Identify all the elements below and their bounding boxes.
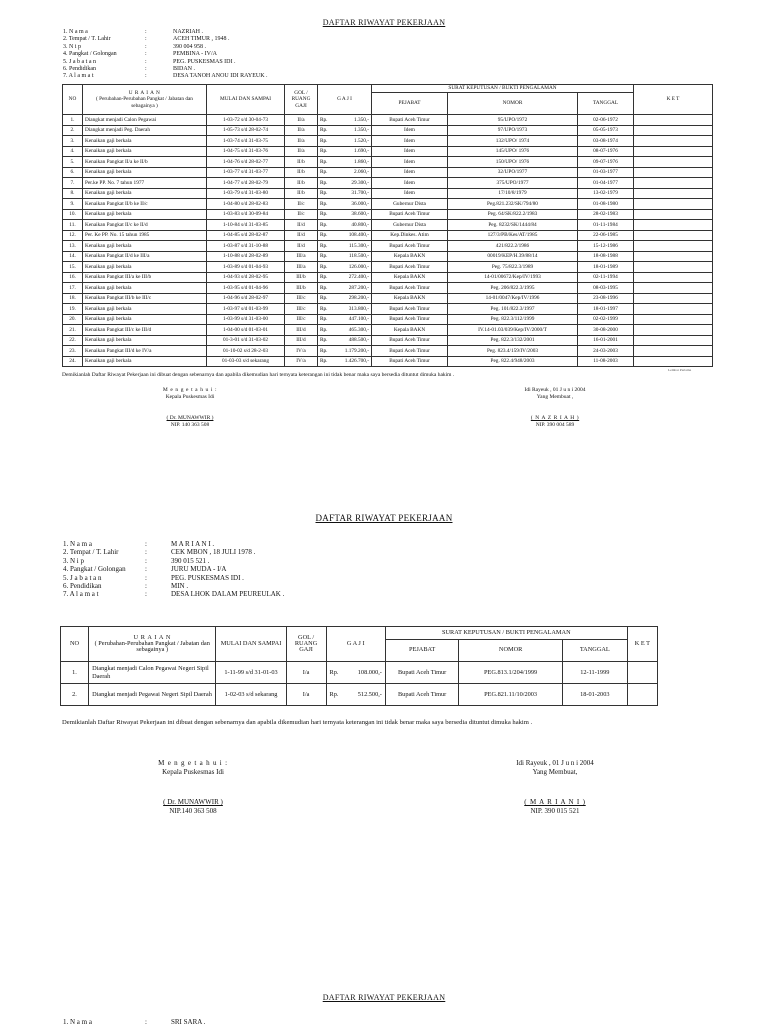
col-gaji: G A J I: [318, 85, 372, 115]
table-row: 16. Kenaikan Pangkat III/a ke III/b 1-04-93 s/d 28-02-95 III/b Rp. 272.400,- Kepala BAKN 14-01/00672/Kep/IV/1993 02-11-1994: [63, 272, 713, 283]
doc1-left-signature: M e n g e t a h u i : Kepala Puskesmas Idi ( Dr. MUNAWWIR ) NIP. 140 363 508: [162, 387, 218, 428]
table-row: 8. Kenaikan gaji berkala 1-03-79 s/d 31-03-80 II/b Rp. 31.700,- Idem 17/10/8/1979 13-02-1979: [63, 188, 713, 199]
col-no: NO: [63, 85, 83, 115]
identity-row: 5. J a b a t a n : PEG. PUSKESMAS IDI .: [63, 58, 236, 65]
doc2-statement: Demikianlah Daftar Riwayat Pekerjaan ini dibuat dengan sebenarnya dan apabila dikemudian hari ternyata keterangan ini tidak benar maka saya bersedia dituntut dimuka hakim .: [62, 719, 533, 726]
col2-pejabat: PEJABAT: [385, 640, 458, 662]
col2-no: NO: [61, 627, 89, 662]
table-row: 2. Diangkat menjadi Peg. Daerah 1-05-73 s/d 28-02-74 II/a Rp. 1.350,- Idem 97/UPO/1973 05-05-1973: [63, 125, 713, 136]
table-row: 3. Kenaikan gaji berkala 1-03-74 s/d 31-03-75 II/a Rp. 1.520,- Idem 132/UPO/ 1974 03-08-1974: [63, 136, 713, 147]
identity-row: 3. N i p : 390 015 521 .: [63, 556, 210, 565]
table-row: 6. Kenaikan gaji berkala 1-03-77 s/d 31-03-77 II/b Rp. 2.060,- Idem 32/UPO/1977 01-03-1977: [63, 167, 713, 178]
identity-row: 7. A l a m a t : DESA LHOK DALAM PEUREULAK .: [63, 590, 285, 599]
doc3-identity: 1. N a m a : SRI SARA .: [63, 1018, 206, 1024]
doc2-history-table: [60, 626, 658, 706]
identity-row: 3. N i p : 390 004 958 .: [63, 43, 206, 50]
table-row: 19. Kenaikan gaji berkala 1-03-97 s/d 01-03-99 III/c Rp. 313.800,- Bupati Aceh Timur Peg. 101/822.3/1997 18-01-1997: [63, 304, 713, 315]
col2-mulai: MULAI DAN SAMPAI: [216, 627, 286, 662]
col2-surat: SURAT KEPUTUSAN / BUKTI PENGALAMAN: [385, 627, 627, 640]
table-row: 10. Kenaikan gaji berkala 1-03-83 s/d 30-09-84 II/c Rp. 38.600,- Bupati Aceh Timur Peg. 64/SK/822.2/1983 28-02-1983: [63, 209, 713, 220]
identity-row: 4. Pangkat / Golongan : JURU MUDA - I/A: [63, 565, 227, 574]
table-row: 9. Kenaikan Pangkat II/b ke II/c 1-04-80 s/d 28-02-83 II/c Rp. 36.000,- Gubernur Dista Peg.821.232/SK/794/80 01-08-1980: [63, 199, 713, 210]
doc2-title: DAFTAR RIWAYAT PEKERJAAN: [315, 513, 453, 523]
table-row: 21. Kenaikan Pangkat III/c ke III/d 1-04-00 s/d 01-03-01 III/d Rp. 465.300,- Kepala BAKN IV.14-01.03/039/Kep/IV/2000/T 30-08-2000: [63, 325, 713, 336]
col2-tanggal: TANGGAL: [562, 640, 627, 662]
doc1-right-signature: Idi Rayeuk , 01 J u n i 2004 Yang Membuat , ( N A Z R I A H ) NIP. 390 004 589: [524, 387, 586, 428]
table-row: 24. Kenaikan gaji berkala 01-03-03 s/d sekarang IV/a Rp. 1.426.700,- Bupati Aceh Timur Peg. 822.4/948/2003 11-08-2003: [63, 356, 713, 367]
identity-row: 6. Pendidikan : MIN .: [63, 582, 189, 591]
doc3-title: DAFTAR RIWAYAT PEKERJAAN: [322, 993, 446, 1002]
col-nomor: NOMOR: [448, 93, 578, 115]
col-uraian: U R A I A N ( Perubahan-Perubahan Pangkat / Jabatan dan sebagainya ): [83, 85, 207, 115]
doc2-left-signature: M e n g e t a h u i : Kepala Puskesmas Idi ( Dr. MUNAWWIR ) NIP.140 363 508: [158, 759, 228, 815]
col2-ket: K E T: [627, 627, 657, 662]
table-row: 12. Per. Ke PP. No. 15 tahun 1985 1-04-85 s/d 28-02-87 II/d Rp. 108.400,- Kep.Dinkes. Atim 127/3/PB/Kes/AT/1985 22-06-1985: [63, 230, 713, 241]
table-row: 7. Per.ke PP. No. 7 tahun 1977 1-04-77 s/d 28-02-79 II/b Rp. 29.300,- Idem 375/UPO/1977 01-04-1977: [63, 178, 713, 189]
table-row: 22. Kenaikan gaji berkala 01-3-01 s/d 31-03-02 III/d Rp. 488.500,- Bupati Aceh Timur Peg. 822.3/132/2001 16-01-2001: [63, 335, 713, 346]
identity-row: 2. Tempat / T. Lahir : CEK MBON , 18 JULI 1978 .: [63, 548, 256, 557]
doc1-tiny-note: Lembar Pertama: [668, 368, 692, 372]
table-row: 2. Diangkat menjadi Pegawai Negeri Sipil Daerah 1-02-03 s/d sekarang I/a Rp. 512.500,- Bupati Aceh Timur PEG.821.11/10/2003 18-01-2003: [61, 684, 658, 706]
table-row: 17. Kenaikan gaji berkala 1-03-95 s/d 01-04-96 III/b Rp. 287.200,- Bupati Aceh Timur Peg. 206/822.3/1995 08-03-1995: [63, 283, 713, 294]
doc1-statement: Demikianlah Daftar Riwayat Pekerjaan ini dibuat dengan sebenarnya dan apabila dikemudian hari ternyata keterangan ini tidak benar maka saya bersedia dituntut dimuka hakim .: [62, 372, 455, 378]
identity-row: 2. Tempat / T. Lahir : ACEH TIMUR , 1948 .: [63, 36, 230, 43]
table-row: 1. Diangkat menjadi Calon Pegawai 1-03-72 s/d 30-04-73 II/a Rp. 1.350,- Bupati Aceh Timur 95/UPO/1972 02-06-1972: [63, 115, 713, 126]
col2-nomor: NOMOR: [459, 640, 563, 662]
col2-gaji: G A J I: [326, 627, 385, 662]
identity-row: 1. N a m a : NAZRIAH .: [63, 29, 203, 35]
table-row: 5. Kenaikan Pangkat II/a ke II/b 1-04-76 s/d 28-02-77 II/b Rp. 1.860,- Idem 150/UPO/ 1976 09-07-1976: [63, 157, 713, 168]
col2-uraian: U R A I A N ( Perubahan-Perubahan Pangkat / Jabatan dan sebagainya ): [89, 627, 216, 662]
identity-row: 6. Pendidikan : BIDAN .: [63, 66, 195, 73]
doc2-right-signature: Idi Rayeuk , 01 J u n i 2004 Yang Membuat, ( M A R I A N I ) NIP. 390 015 521: [516, 759, 594, 815]
identity-row: 1. N a m a : M A R I A N I .: [63, 540, 215, 548]
identity-row: 4. Pangkat / Golongan : PEMBINA - IV/A: [63, 51, 218, 58]
doc1-history-table: [62, 84, 713, 367]
identity-row: 7. A l a m a t : DESA TANOH ANOU IDI RAYEUK .: [63, 73, 268, 80]
table-row: 4. Kenaikan gaji berkala 1-04-75 s/d 31-03-76 II/a Rp. 1.690,- Idem 145/UPO/ 1976 08-07-1976: [63, 146, 713, 157]
col-tanggal: TANGGAL: [578, 93, 634, 115]
table-row: 13. Kenaikan gaji berkala 1-03-87 s/d 31-10-88 II/d Rp. 115.300,- Bupati Aceh Timur 421/822.2/1986 15-12-1986: [63, 241, 713, 252]
col-mulai: MULAI DAN SAMPAI: [207, 85, 285, 115]
table-row: 20. Kenaikan gaji berkala 1-03-99 s/d 31-03-00 III/c Rp. 447.100,- Bupati Aceh Timur Peg. 822.3/112/1999 02-02-1999: [63, 314, 713, 325]
table-row: 23. Kenaikan Pangkat III/d ke IV/a 01-10-02 s/d 28-2-03 IV/a Rp. 1.179.200,- Bupati Aceh Timur Peg. 823.4/159/IV/2003 24-03-2003: [63, 346, 713, 357]
table-row: 18. Kenaikan Pangkat III/b ke III/c 1-04-96 s/d 28-02-97 III/c Rp. 298.200,- Kepala BAKN 14-01/0047/Kep/IV/1996 23-08-1996: [63, 293, 713, 304]
col-surat: SURAT KEPUTUSAN / BUKTI PENGALAMAN: [372, 85, 634, 93]
col-pejabat: PEJABAT: [372, 93, 448, 115]
table-row: 14. Kenaikan Pangkat II/d ke III/a 1-10-88 s/d 28-02-89 III/a Rp. 118.500,- Kepala BAKN 00019/KEP/H.39/88/14 18-08-1988: [63, 251, 713, 262]
table-row: 15. Kenaikan gaji berkala 1-03-89 s/d 01-04-93 III/a Rp. 126.000,- Bupati Aceh Timur Peg. 75/822.3/1989 18-01-1989: [63, 262, 713, 273]
table-row: 11. Kenaikan Pangkat II/c ke II/d 1-10-84 s/d 31-03-85 II/d Rp. 40.800,- Gubernur Dista Peg. 8232/SK/1444/84 01-11-1984: [63, 220, 713, 231]
col2-gol: GOL / RUANG GAJI: [286, 627, 326, 662]
col-ket: K E T: [634, 85, 713, 115]
doc2-identity: [63, 540, 284, 599]
doc1-identity: [63, 29, 268, 81]
col-gol: GOL / RUANG GAJI: [285, 85, 318, 115]
identity-row: 5. J a b a t a n : PEG. PUSKESMAS IDI .: [63, 573, 244, 582]
doc1-title: DAFTAR RIWAYAT PEKERJAAN: [322, 18, 446, 27]
table-row: 1. Diangkat menjadi Calon Pegawai Negeri Sipil Daerah 1-11-99 s/d 31-01-03 I/a Rp. 108.000,- Bupati Aceh Timur PEG.813.1/204/1999 12-11-1999: [61, 662, 658, 684]
